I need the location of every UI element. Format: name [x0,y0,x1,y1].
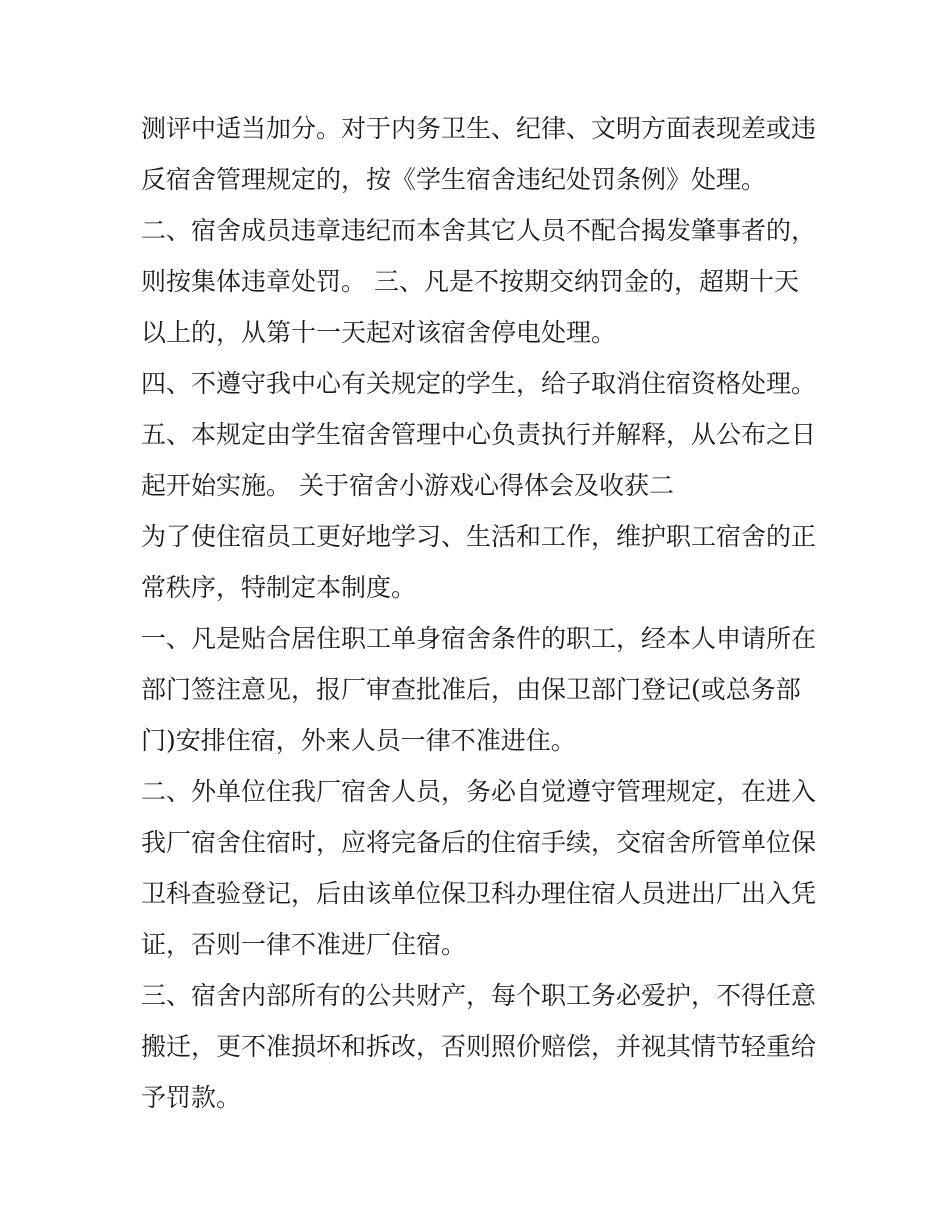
text-line: 四、不遵守我中心有关规定的学生，给子取消住宿资格处理。 [141,369,817,398]
text-line: 我厂宿舍住宿时，应将完备后的住宿手续，交宿舍所管单位保 [141,828,817,857]
text-line: 二、宿舍成员违章违纪而本舍其它人员不配合揭发肇事者的， [141,216,817,245]
text-line: 部门签注意见，报厂审查批准后，由保卫部门登记(或总务部 [141,675,801,704]
text-line: 测评中适当加分。对于内务卫生、纪律、文明方面表现差或违 [141,114,817,143]
text-line: 予罚款。 [141,1083,242,1112]
text-line: 卫科查验登记，后由该单位保卫科办理住宿人员进出厂出入凭 [141,879,817,908]
text-line: 证，否则一律不准进厂住宿。 [141,930,467,959]
text-line: 五、本规定由学生宿舍管理中心负责执行并解释，从公布之日 [141,420,817,449]
text-line: 以上的，从第十一天起对该宿舍停电处理。 [141,318,617,347]
text-line: 起开始实施。 关于宿舍小游戏心得体会及收获二 [141,471,674,500]
text-line: 搬迁，更不准损坏和拆改，否则照价赔偿，并视其情节轻重给 [141,1032,817,1061]
text-line: 门)安排住宿，外来人员一律不准进住。 [141,726,576,755]
text-line: 一、凡是贴合居住职工单身宿舍条件的职工，经本人申请所在 [141,624,817,653]
text-line: 三、宿舍内部所有的公共财产，每个职工务必爱护，不得任意 [141,981,817,1010]
text-line: 为了使住宿员工更好地学习、生活和工作，维护职工宿舍的正 [141,522,817,551]
text-line: 常秩序，特制定本制度。 [141,573,417,602]
text-line: 反宿舍管理规定的，按《学生宿舍违纪处罚条例》处理。 [141,165,767,194]
text-line: 二、外单位住我厂宿舍人员，务必自觉遵守管理规定，在进入 [141,777,817,806]
text-line: 则按集体违章处罚。 三、凡是不按期交纳罚金的，超期十天 [141,267,799,296]
document-body [141,103,821,1123]
